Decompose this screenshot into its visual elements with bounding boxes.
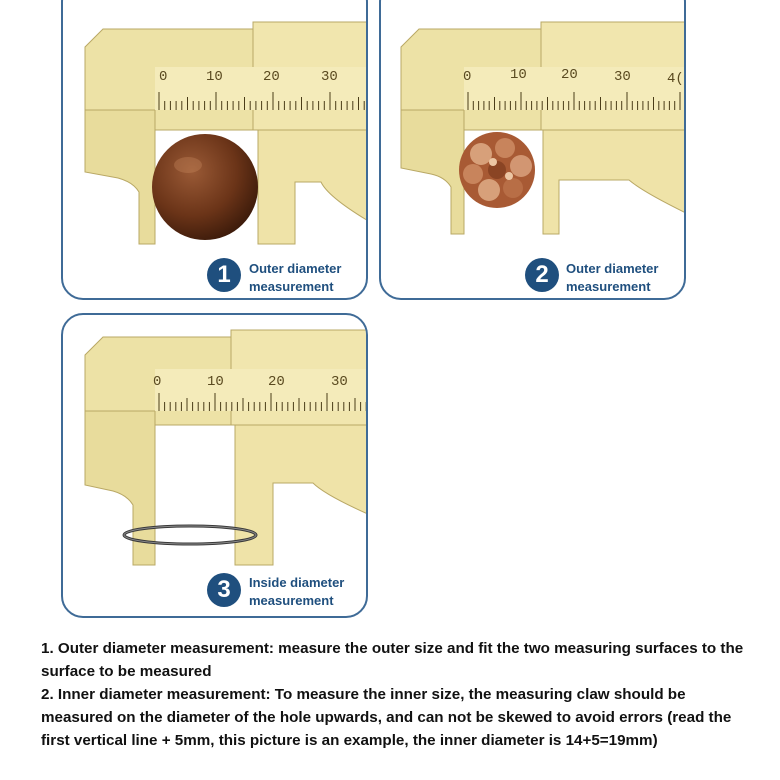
caliper-illustration — [63, 315, 368, 618]
moving-jaw — [258, 130, 368, 244]
fixed-jaw — [85, 110, 155, 244]
scale-label: 10 — [510, 67, 527, 83]
step-caption — [566, 260, 658, 296]
scale-label: 0 — [463, 69, 472, 85]
wooden-bead — [152, 134, 258, 240]
step-number-badge: 3 — [207, 573, 241, 607]
step-caption — [249, 574, 344, 610]
caliper-illustration — [381, 0, 686, 300]
instruction-outer: 1. Outer diameter measurement: measure the outer size and fit the two measuring surfaces to the surface to be measured — [41, 640, 744, 680]
caption-line: Outer diameter — [566, 261, 659, 276]
caption-line: measurement — [249, 593, 334, 608]
step-number-badge: 2 — [525, 258, 559, 292]
caption-line: Outer diameter — [249, 261, 342, 276]
caption-line: measurement — [566, 279, 651, 294]
panel-outer-diameter-ball — [61, 0, 368, 300]
scale-label: 30 — [321, 69, 338, 85]
rudraksha-seed — [459, 132, 535, 208]
scale-label: 20 — [268, 374, 285, 390]
scale-label: 20 — [561, 67, 578, 83]
instruction-inner: 2. Inner diameter measurement: To measure the inner size, the measuring claw should be measured on the diameter of the hole upwards, and can not be skewed to avoid errors (read the first vertical line + 5mm, this picture is an example, the inner diameter is 14+5=19mm) — [41, 686, 732, 749]
scale-label: 10 — [206, 69, 223, 85]
scale-label: 0 — [159, 69, 168, 85]
caption-line: Inside diameter — [249, 575, 345, 590]
fixed-jaw — [401, 110, 464, 234]
scale-label: 30 — [331, 374, 348, 390]
caption-line: measurement — [249, 279, 334, 294]
panel-outer-diameter-seed — [379, 0, 686, 300]
scale-label: 20 — [263, 69, 280, 85]
scale-label: 0 — [153, 374, 162, 390]
panel-inside-diameter-ring — [61, 313, 368, 618]
scale-label: 30 — [614, 69, 631, 85]
moving-jaw — [235, 425, 368, 565]
scale-label: 4( — [667, 71, 684, 87]
moving-jaw — [543, 130, 686, 234]
step-number-badge: 1 — [207, 258, 241, 292]
step-caption — [249, 260, 341, 296]
scale-label: 10 — [207, 374, 224, 390]
caliper-illustration — [63, 0, 368, 300]
instructions-text — [41, 637, 761, 752]
